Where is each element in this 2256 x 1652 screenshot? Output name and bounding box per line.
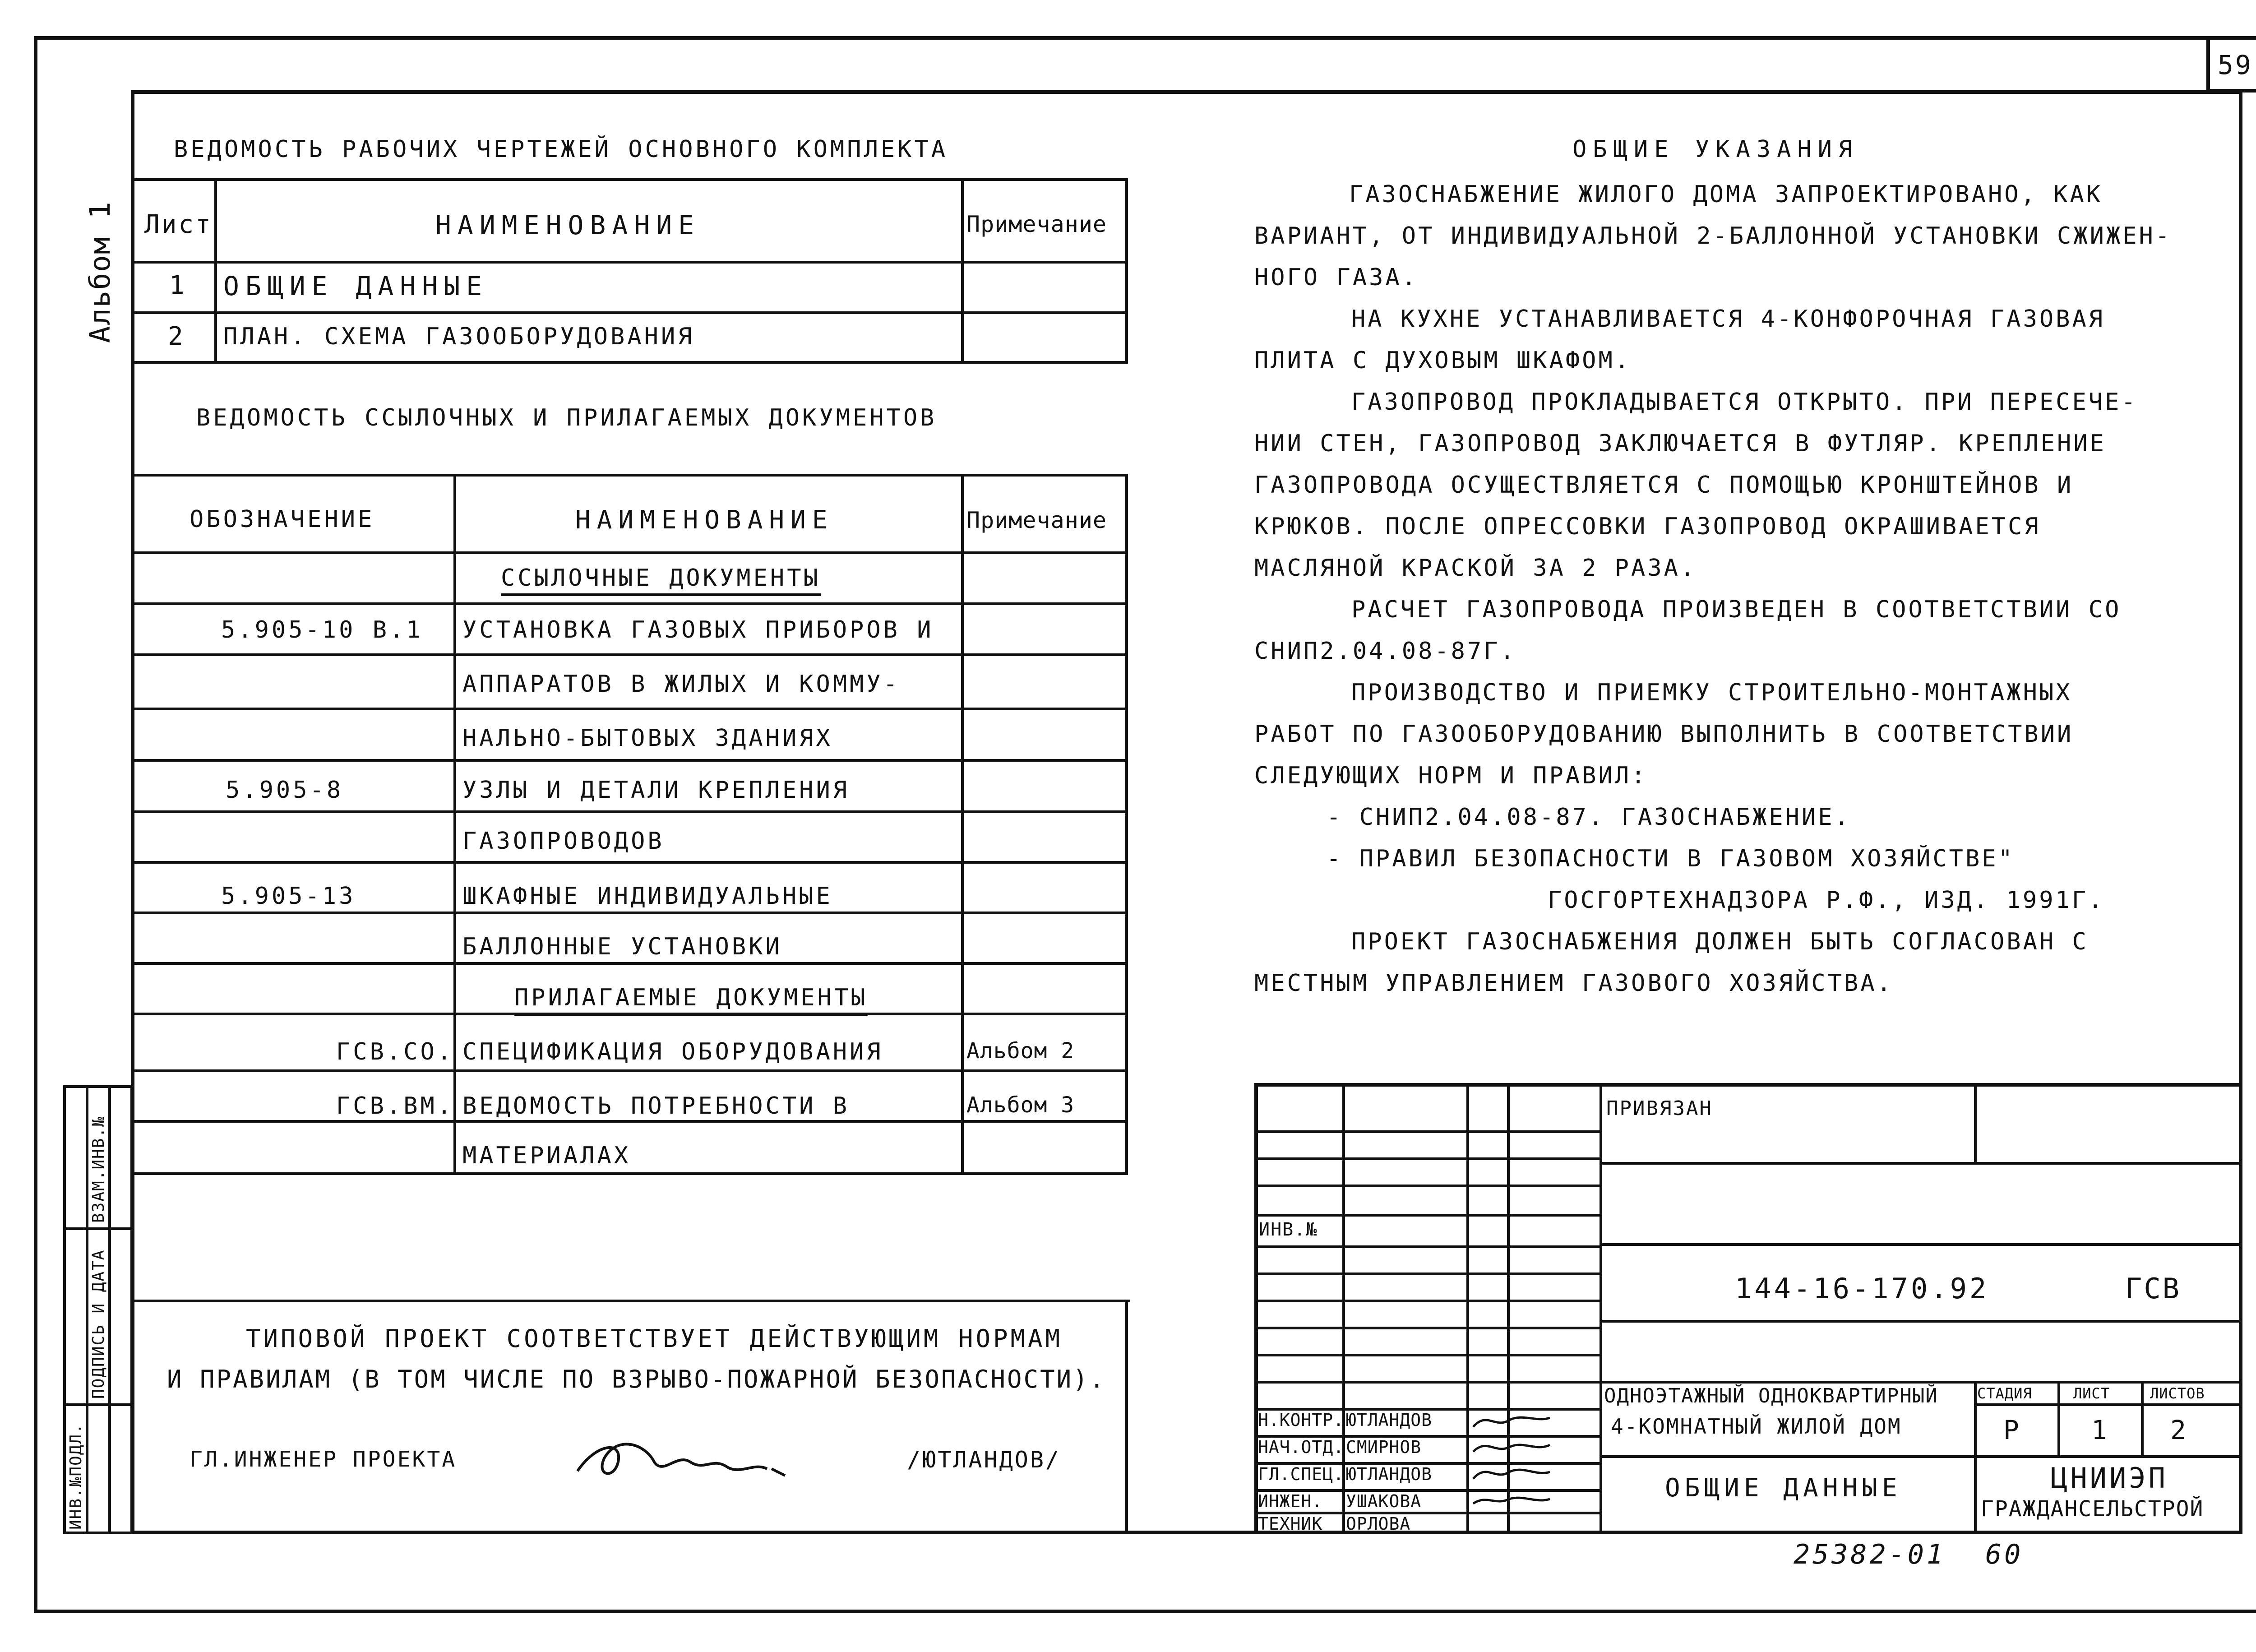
compliance-top-line [131, 1300, 1130, 1302]
docs-list-row-code: 5.905-13 [221, 883, 356, 910]
note-line: НА КУХНЕ УСТАНАВЛИВАЕТСЯ 4-КОНФОРОЧНАЯ ГАЗОВАЯ [1351, 305, 2105, 333]
sheet-list-row-sheet: 2 [168, 322, 185, 351]
tb-sheet-title: ОБЩИЕ ДАННЫЕ [1665, 1473, 1902, 1503]
tb-role: Н.КОНТР. [1258, 1410, 1345, 1430]
chief-engineer-name: /ЮТЛАНДОВ/ [907, 1447, 1061, 1473]
note-line: РАСЧЕТ ГАЗОПРОВОДА ПРОИЗВЕДЕН В СООТВЕТСТВИИ СО [1351, 596, 2122, 623]
docs-list-row-name: УЗЛЫ И ДЕТАЛИ КРЕПЛЕНИЯ [462, 777, 850, 804]
tb-stage-label: СТАДИЯ [1977, 1385, 2032, 1402]
docs-list-row-name: АППАРАТОВ В ЖИЛЫХ И КОММУ- [462, 671, 900, 698]
tb-role-name: ОРЛОВА [1346, 1514, 1411, 1534]
tb-role: ГЛ.СПЕЦ. [1258, 1464, 1345, 1484]
docs-list-row-name: ГАЗОПРОВОДОВ [462, 828, 665, 855]
docs-list-row-name: МАТЕРИАЛАХ [462, 1142, 631, 1169]
general-notes-body [1254, 174, 2172, 1004]
tb-sheets: 2 [2170, 1415, 2188, 1445]
sheet-list-row-sheet: 1 [169, 271, 186, 300]
note-line: МАСЛЯНОЙ КРАСКОЙ ЗА 2 РАЗА. [1254, 555, 1697, 582]
note-line: НОГО ГАЗА. [1254, 264, 1419, 291]
note-line: ГОСГОРТЕХНАДЗОРА Р.Ф., ИЗД. 1991Г. [1548, 887, 2105, 914]
tb-doc-code: 144-16-170.92 [1735, 1272, 1989, 1305]
tb-org-line-1: ЦНИИЭП [2051, 1462, 2168, 1495]
docs-list-row-name: ШКАФНЫЕ ИНДИВИДУАЛЬНЫЕ [462, 883, 833, 910]
left-stamp-vzam-inv: ВЗАМ.ИНВ.№ [89, 1116, 108, 1223]
note-line: - СНИП2.04.08-87. ГАЗОСНАБЖЕНИЕ. [1327, 804, 1851, 831]
tb-role-name: УШАКОВА [1346, 1491, 1422, 1511]
tb-role-name: ЮТЛАНДОВ [1346, 1410, 1433, 1430]
note-line: ГАЗОПРОВОД ПРОКЛАДЫВАЕТСЯ ОТКРЫТО. ПРИ ПЕРЕСЕЧЕ- [1351, 389, 2138, 416]
note-line: НИИ СТЕН, ГАЗОПРОВОД ЗАКЛЮЧАЕТСЯ В ФУТЛЯР. КРЕПЛЕНИЕ [1254, 430, 2106, 457]
docs-list-title: ВЕДОМОСТЬ ССЫЛОЧНЫХ И ПРИЛАГАЕМЫХ ДОКУМЕНТОВ [196, 404, 937, 431]
note-line: - ПРАВИЛ БЕЗОПАСНОСТИ В ГАЗОВОМ ХОЗЯЙСТВЕ" [1327, 845, 2015, 872]
docs-list-row-note: Альбом 3 [966, 1092, 1075, 1118]
tb-sheet: 1 [2091, 1415, 2109, 1445]
chief-engineer-signature [569, 1426, 794, 1489]
docs-list-row-code: 5.905-10 В.1 [221, 616, 423, 643]
tb-org-line-2: ГРАЖДАНСЕЛЬСТРОЙ [1981, 1496, 2204, 1522]
tb-building-line-2: 4-КОМНАТНЫЙ ЖИЛОЙ ДОМ [1611, 1414, 1902, 1439]
note-line: СНИП2.04.08-87Г. [1254, 638, 1516, 665]
docs-list-row-name: СПЕЦИФИКАЦИЯ ОБОРУДОВАНИЯ [462, 1038, 883, 1065]
sheet-list-header-name: НАИМЕНОВАНИЕ [435, 210, 701, 241]
note-line: ГАЗОПРОВОДА ОСУЩЕСТВЛЯЕТСЯ С ПОМОЩЬЮ КРОНШТЕЙНОВ И [1254, 472, 2074, 499]
tb-role-name: СМИРНОВ [1346, 1437, 1422, 1457]
tb-sheet-label: ЛИСТ [2073, 1385, 2110, 1402]
note-line: ПЛИТА С ДУХОВЫМ ШКАФОМ. [1254, 347, 1632, 374]
docs-list-section-attached: ПРИЛАГАЕМЫЕ ДОКУМЕНТЫ [514, 986, 868, 1016]
sheet-list-row-name: ПЛАН. СХЕМА ГАЗООБОРУДОВАНИЯ [223, 323, 695, 350]
left-stamp-signature-date: ПОДПИСЬ И ДАТА [89, 1249, 108, 1399]
docs-list-header-note: Примечание [966, 507, 1107, 533]
note-line: ПРОЕКТ ГАЗОСНАБЖЕНИЯ ДОЛЖЕН БЫТЬ СОГЛАСОВАН С [1351, 928, 2089, 955]
footer-page: 60 [1985, 1539, 2024, 1570]
docs-list-header-name: НАИМЕНОВАНИЕ [575, 505, 834, 535]
docs-list-row-note: Альбом 2 [966, 1038, 1075, 1064]
tb-building-line-1: ОДНОЭТАЖНЫЙ ОДНОКВАРТИРНЫЙ [1604, 1384, 1938, 1407]
page-number: 59 [2218, 50, 2253, 80]
general-notes-title: ОБЩИЕ УКАЗАНИЯ [1572, 136, 1859, 163]
tb-role: ТЕХНИК [1258, 1514, 1323, 1534]
compliance-line-1: ТИПОВОЙ ПРОЕКТ СООТВЕТСТВУЕТ ДЕЙСТВУЮЩИМ НОРМАМ [246, 1324, 1063, 1353]
album-side-label: Альбом 1 [83, 201, 116, 343]
compliance-line-2: И ПРАВИЛАМ (В ТОМ ЧИСЛЕ ПО ВЗРЫВО-ПОЖАРНОЙ БЕЗОПАСНОСТИ). [167, 1365, 1106, 1393]
tb-mark: ГСВ [2125, 1272, 2181, 1305]
sheet-list-title: ВЕДОМОСТЬ РАБОЧИХ ЧЕРТЕЖЕЙ ОСНОВНОГО КОМПЛЕКТА [174, 136, 948, 163]
tb-inv-no: ИНВ.№ [1259, 1219, 1318, 1240]
sheet-list-header-sheet: Лист [144, 210, 213, 239]
docs-list-row-code: ГСВ.СО. [336, 1038, 454, 1065]
note-line: ПРОИЗВОДСТВО И ПРИЕМКУ СТРОИТЕЛЬНО-МОНТАЖНЫХ [1351, 679, 2072, 706]
tb-sheets-label: ЛИСТОВ [2150, 1385, 2205, 1402]
docs-list-row-name: УСТАНОВКА ГАЗОВЫХ ПРИБОРОВ И [462, 616, 934, 643]
tb-role-name: ЮТЛАНДОВ [1346, 1464, 1433, 1484]
note-line: ГАЗОСНАБЖЕНИЕ ЖИЛОГО ДОМА ЗАПРОЕКТИРОВАНО, КАК [1349, 181, 2103, 208]
sheet-list-row-name: ОБЩИЕ ДАННЫЕ [223, 271, 489, 301]
left-stamp-inv-podl: ИНВ.№ПОДЛ. [67, 1423, 85, 1530]
sheet-list-header-note: Примечание [966, 211, 1107, 237]
docs-list-row-code: 5.905-8 [226, 777, 344, 804]
docs-list-header-code: ОБОЗНАЧЕНИЕ [190, 506, 375, 533]
tb-role: НАЧ.ОТД. [1258, 1437, 1345, 1457]
docs-list-row-code: ГСВ.ВМ. [336, 1092, 454, 1120]
note-line: РАБОТ ПО ГАЗООБОРУДОВАНИЮ ВЫПОЛНИТЬ В СООТВЕТСТВИИ [1254, 721, 2074, 748]
tb-privyazan: ПРИВЯЗАН [1606, 1097, 1713, 1120]
footer-archive-no: 25382-01 [1794, 1539, 1946, 1570]
docs-list-row-name: БАЛЛОННЫЕ УСТАНОВКИ [462, 933, 782, 960]
docs-list-row-name: ВЕДОМОСТЬ ПОТРЕБНОСТИ В [462, 1092, 850, 1120]
note-line: МЕСТНЫМ УПРАВЛЕНИЕМ ГАЗОВОГО ХОЗЯЙСТВА. [1254, 970, 1893, 997]
note-line: ВАРИАНТ, ОТ ИНДИВИДУАЛЬНОЙ 2-БАЛЛОННОЙ УСТАНОВКИ СЖИЖЕН- [1254, 222, 2172, 250]
docs-list-row-name: НАЛЬНО-БЫТОВЫХ ЗДАНИЯХ [462, 725, 833, 752]
chief-engineer-label: ГЛ.ИНЖЕНЕР ПРОЕКТА [190, 1447, 457, 1472]
note-line: КРЮКОВ. ПОСЛЕ ОПРЕССОВКИ ГАЗОПРОВОД ОКРАШИВАЕТСЯ [1254, 513, 2041, 540]
tb-role: ИНЖЕН. [1258, 1491, 1323, 1511]
note-line: СЛЕДУЮЩИХ НОРМ И ПРАВИЛ: [1254, 762, 1648, 789]
compliance-right-line [1125, 1300, 1128, 1534]
tb-signature [1469, 1409, 1554, 1513]
docs-list-section-reference: ССЫЛОЧНЫЕ ДОКУМЕНТЫ [501, 566, 821, 596]
tb-stage: Р [2003, 1415, 2021, 1445]
